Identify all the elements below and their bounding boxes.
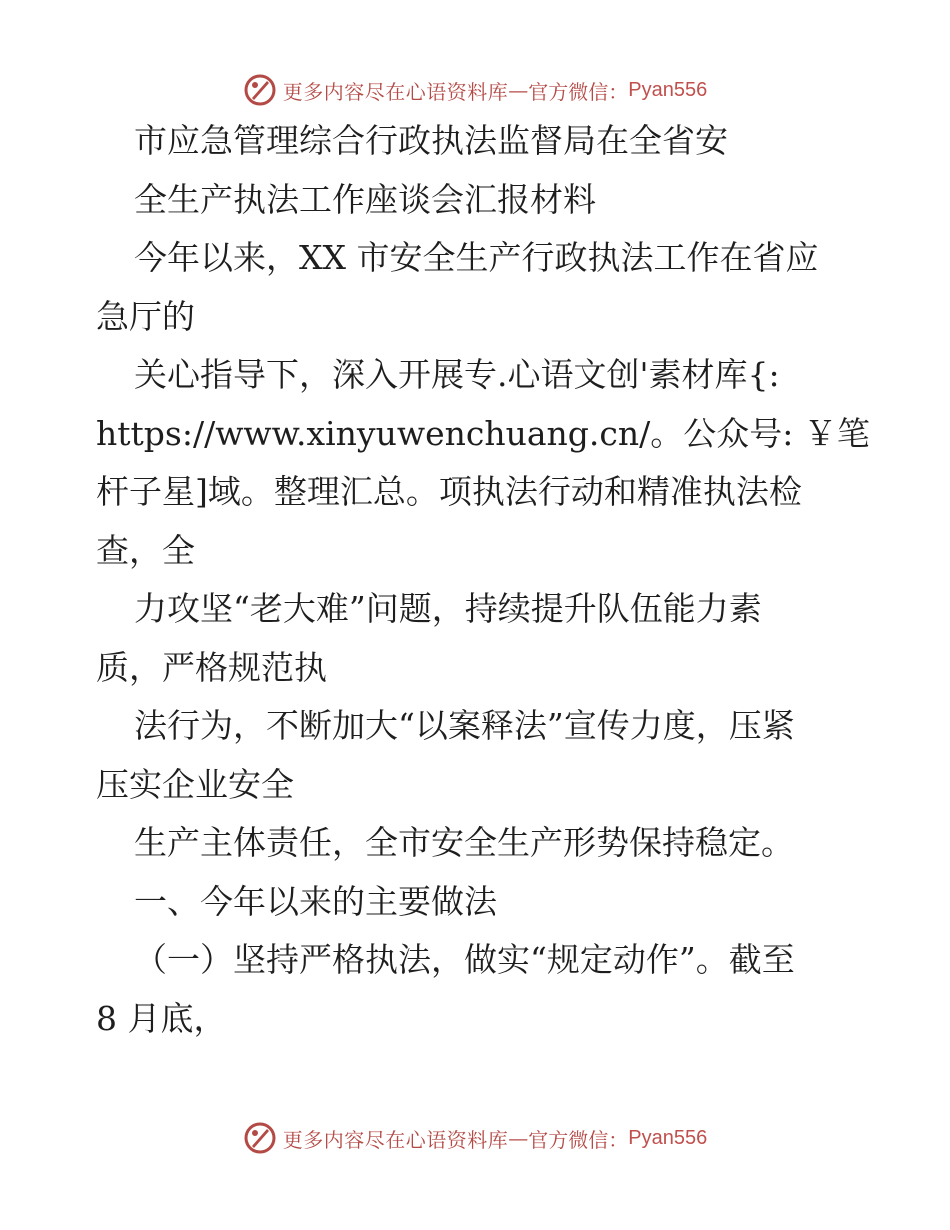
banner-wechat-label: 官方微信：: [528, 1127, 629, 1152]
feather-pen-logo-icon: [243, 73, 277, 107]
doc-line-2: 全生产执法工作座谈会汇报材料: [134, 179, 596, 219]
banner-dash: —: [508, 1126, 529, 1150]
banner-brand-text: 更多内容尽在心语资料库: [282, 79, 509, 104]
banner-wechat-id: Pyan556: [628, 78, 708, 101]
doc-line-15: （一）坚持严格执法，做实“规定动作”。截至: [134, 940, 795, 979]
doc-line-12: 压实企业安全: [96, 764, 294, 804]
doc-line-7: 杆子星]域。整理汇总。项执法行动和精准执法检: [96, 472, 802, 511]
doc-line-4: 急厅的: [96, 296, 195, 336]
banner-wechat-label: 官方微信：: [528, 79, 629, 104]
doc-line-1: 市应急管理综合行政执法监督局在全省安: [134, 121, 728, 160]
feather-pen-logo-icon: [243, 1121, 277, 1155]
doc-line-5: 关心指导下，深入开展专.心语文创'素材库{:: [134, 355, 780, 394]
doc-line-14: 一、今年以来的主要做法: [134, 881, 497, 921]
doc-line-10: 质，严格规范执: [96, 647, 327, 687]
document-body: [96, 112, 870, 1048]
banner-brand-text: 更多内容尽在心语资料库: [282, 1127, 509, 1152]
footer-banner: [0, 1118, 950, 1158]
doc-line-16: 8 月底，: [96, 998, 227, 1038]
banner-dash: —: [508, 78, 529, 102]
banner-wechat-id: Pyan556: [628, 1126, 708, 1149]
doc-line-9: 力攻坚“老大难”问题，持续提升队伍能力素: [134, 589, 762, 628]
doc-line-6: https://www.xinyuwenchuang.cn/。公众号: ￥笔: [96, 413, 870, 453]
doc-line-8: 查，全: [96, 530, 195, 570]
doc-line-3: 今年以来，XX 市安全生产行政执法工作在省应: [134, 238, 819, 277]
header-banner: [0, 70, 950, 110]
doc-line-11: 法行为，不断加大“以案释法”宣传力度，压紧: [134, 706, 795, 745]
doc-line-13: 生产主体责任，全市安全生产形势保持稳定。: [134, 823, 794, 862]
